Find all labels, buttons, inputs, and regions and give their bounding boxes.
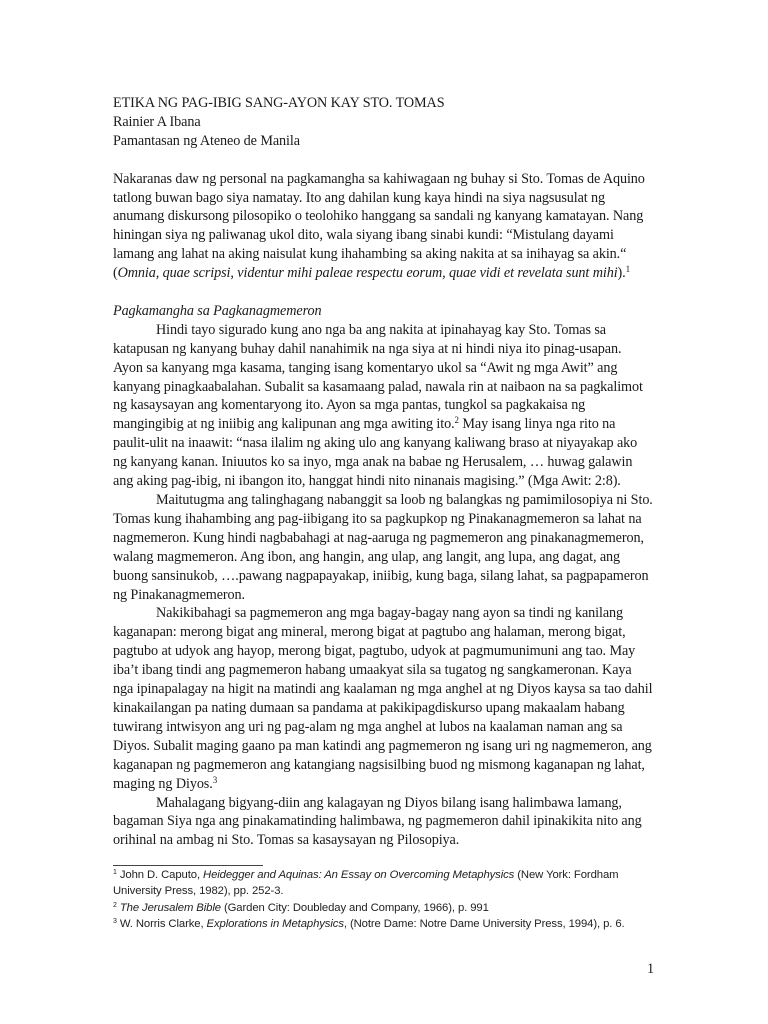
footnote-2	[113, 900, 653, 916]
footnote-1-title: Heidegger and Aquinas: An Essay on Overcoming Metaphysics	[203, 869, 515, 881]
footnote-ref-3[interactable]: 3	[212, 774, 218, 785]
footnote-3	[113, 916, 653, 932]
section-heading-text: Pagkamangha sa Pagkanagmemeron	[113, 302, 322, 319]
footnote-1-number: 1	[113, 869, 117, 876]
footnote-1	[113, 867, 653, 900]
author-name: Rainier A Ibana	[113, 113, 201, 130]
footnote-divider	[113, 865, 263, 866]
author-affiliation: Pamantasan ng Ateneo de Manila	[113, 132, 300, 149]
intro-latin-quote: Omnia, quae scripsi, videntur mihi paleae respectu eorum, quae vidi et revelata sunt mihi	[117, 265, 618, 282]
footnote-3-author: W. Norris Clarke,	[119, 918, 207, 931]
paragraph-3-text: Nakikibahagi sa pagmemeron ang mga bagay-bagay nang ayon sa tindi ng kanilang kaganapan: merong bigat ang mineral, merong bigat at pagtubo ang halaman, merong bigat, pagtubo at udyok ang hayop, merong bigat, pagtubo, udyok at pagmumunimuni ang tao. May iba’t ibang tindi ang pagmemeron habang umaakyat sila sa tugatog ng sangkameronan. Kaya nga ipinapalagay na higit na matindi ang kaalaman ng mga anghel at ng Diyos kaysa sa tao dahil kinakailangan pa nating dumaan sa pandama at pakikipagdiskurso upang makaalam habang tuwirang intwisyon ang uri ng pag-alam ng mga anghel at lubos na kaalaman naman ang sa Diyos. Subalit maging gaano pa man katindi ang pagmemeron ng isang uri ng nagmemeron, ang kaganapan ng pagmemeron ang katangiang nagsisilbing buod ng mismong kaganapan ng lahat, maging ng Diyos.	[113, 605, 653, 792]
document-body	[113, 94, 653, 850]
document-header	[113, 94, 653, 151]
paragraph-1-text-b: May isang linya nga rito na paulit-ulit na inaawit: “nasa ilalim ng aking ulo ang kanyang kaliwang braso at niyayakap ako ng kanyang kanan. Iniuutos ko sa inyo, mga anak na babae ng Herusalem, … huwag galawin ang aking pag-ibig, ni ibangon ito, hanggat hindi nito ninanais magising.” (Mga Awit: 2:8).	[113, 416, 638, 490]
footnote-ref-1[interactable]: 1	[625, 264, 631, 275]
section-heading	[113, 302, 653, 321]
page-number: 1	[647, 961, 655, 977]
section-paragraph-1	[113, 321, 653, 491]
section-paragraph-4: Mahalagang bigyang-diin ang kalagayan ng Diyos bilang isang halimbawa lamang, bagaman Siya nga ang pinakamatinding halimbawa, ng pagmemeron dahil ipinakikita nito ang orihinal na ambag ni Sto. Tomas sa kasaysayan ng Pilosopiya.	[113, 794, 642, 849]
footnote-1-author: John D. Caputo,	[119, 869, 204, 881]
footnote-3-details: , (Notre Dame: Notre Dame University Press, 1994), p. 6.	[343, 918, 625, 931]
intro-end: ).	[617, 265, 626, 282]
footnote-ref-2[interactable]: 2	[454, 415, 459, 426]
footnote-2-title: The Jerusalem Bible	[119, 901, 221, 914]
intro-paragraph	[113, 170, 653, 283]
footnotes	[113, 867, 653, 933]
paragraph-1-text-a: Hindi tayo sigurado kung ano nga ba ang nakita at ipinahayag kay Sto. Tomas sa katapusan ng kanyang buhay dahil nanahimik na nga siya at ni hindi niya ito pinag-usapan. Ayon sa kanyang mga kasama, tanging isang komentaryo ukol sa “Awit ng mga Awit” ang kanyang pinagkaabalahan. Subalit sa kasamaang palad, nawala rin at naibaon na sa pagkalimot ng kasaysayan ang komentaryong ito. Ayon sa mga pantas, tungkol sa pagkakaisa ng mangingibig at ng iniibig ang kalipunan ang mga awiting ito.	[113, 321, 643, 433]
footnote-3-title: Explorations in Metaphysics	[206, 918, 344, 931]
intro-text: Nakaranas daw ng personal na pagkamangha sa kahiwagaan ng buhay si Sto. Tomas de Aquino tatlong buwan bago siya namatay. Ito ang dahilan kung kaya hindi na siya nagsusulat ng anumang diskursong pilosopiko o teolohiko hanggang sa sandali ng kanyang kamatayan. Nang hiningan siya ng paliwanag ukol dito, wala siyang ibang sinabi kundi: “Mistulang dayami lamang ang lahat na aking naisulat kung ihahambing sa aking nakita at sa inihayag sa akin.“ (	[113, 170, 645, 282]
footnote-2-details: (Garden City: Doubleday and Company, 1966), p. 991	[220, 901, 489, 914]
footnote-2-number: 2	[113, 901, 117, 909]
document-title: ETIKA NG PAG-IBIG SANG-AYON KAY STO. TOMAS	[113, 95, 445, 111]
footnote-1-details: (New York: Fordham University Press, 1982), pp. 252-3.	[113, 869, 619, 898]
section-paragraph-3	[113, 604, 653, 793]
section-paragraph-2: Maitutugma ang talinghagang nabanggit sa loob ng balangkas ng pamimilosopiya ni Sto. Tomas kung ihahambing ang pag-iibigang ito sa pagkupkop ng Pinakanagmemeron sa lahat na nagmemeron. Kung hindi nagbabahagi at nag-aaruga ng pagmemeron ang pinakanagmemeron, walang magmemeron. Ang ibon, ang hangin, ang ulap, ang langit, ang lupa, ang dagat, ang buong sansinukob, ….pawang nagpapayakap, iniibig, kung baga, silang lahat, sa pagpapameron ng Pinakanagmemeron.	[113, 492, 653, 603]
footnote-3-number: 3	[113, 918, 117, 926]
